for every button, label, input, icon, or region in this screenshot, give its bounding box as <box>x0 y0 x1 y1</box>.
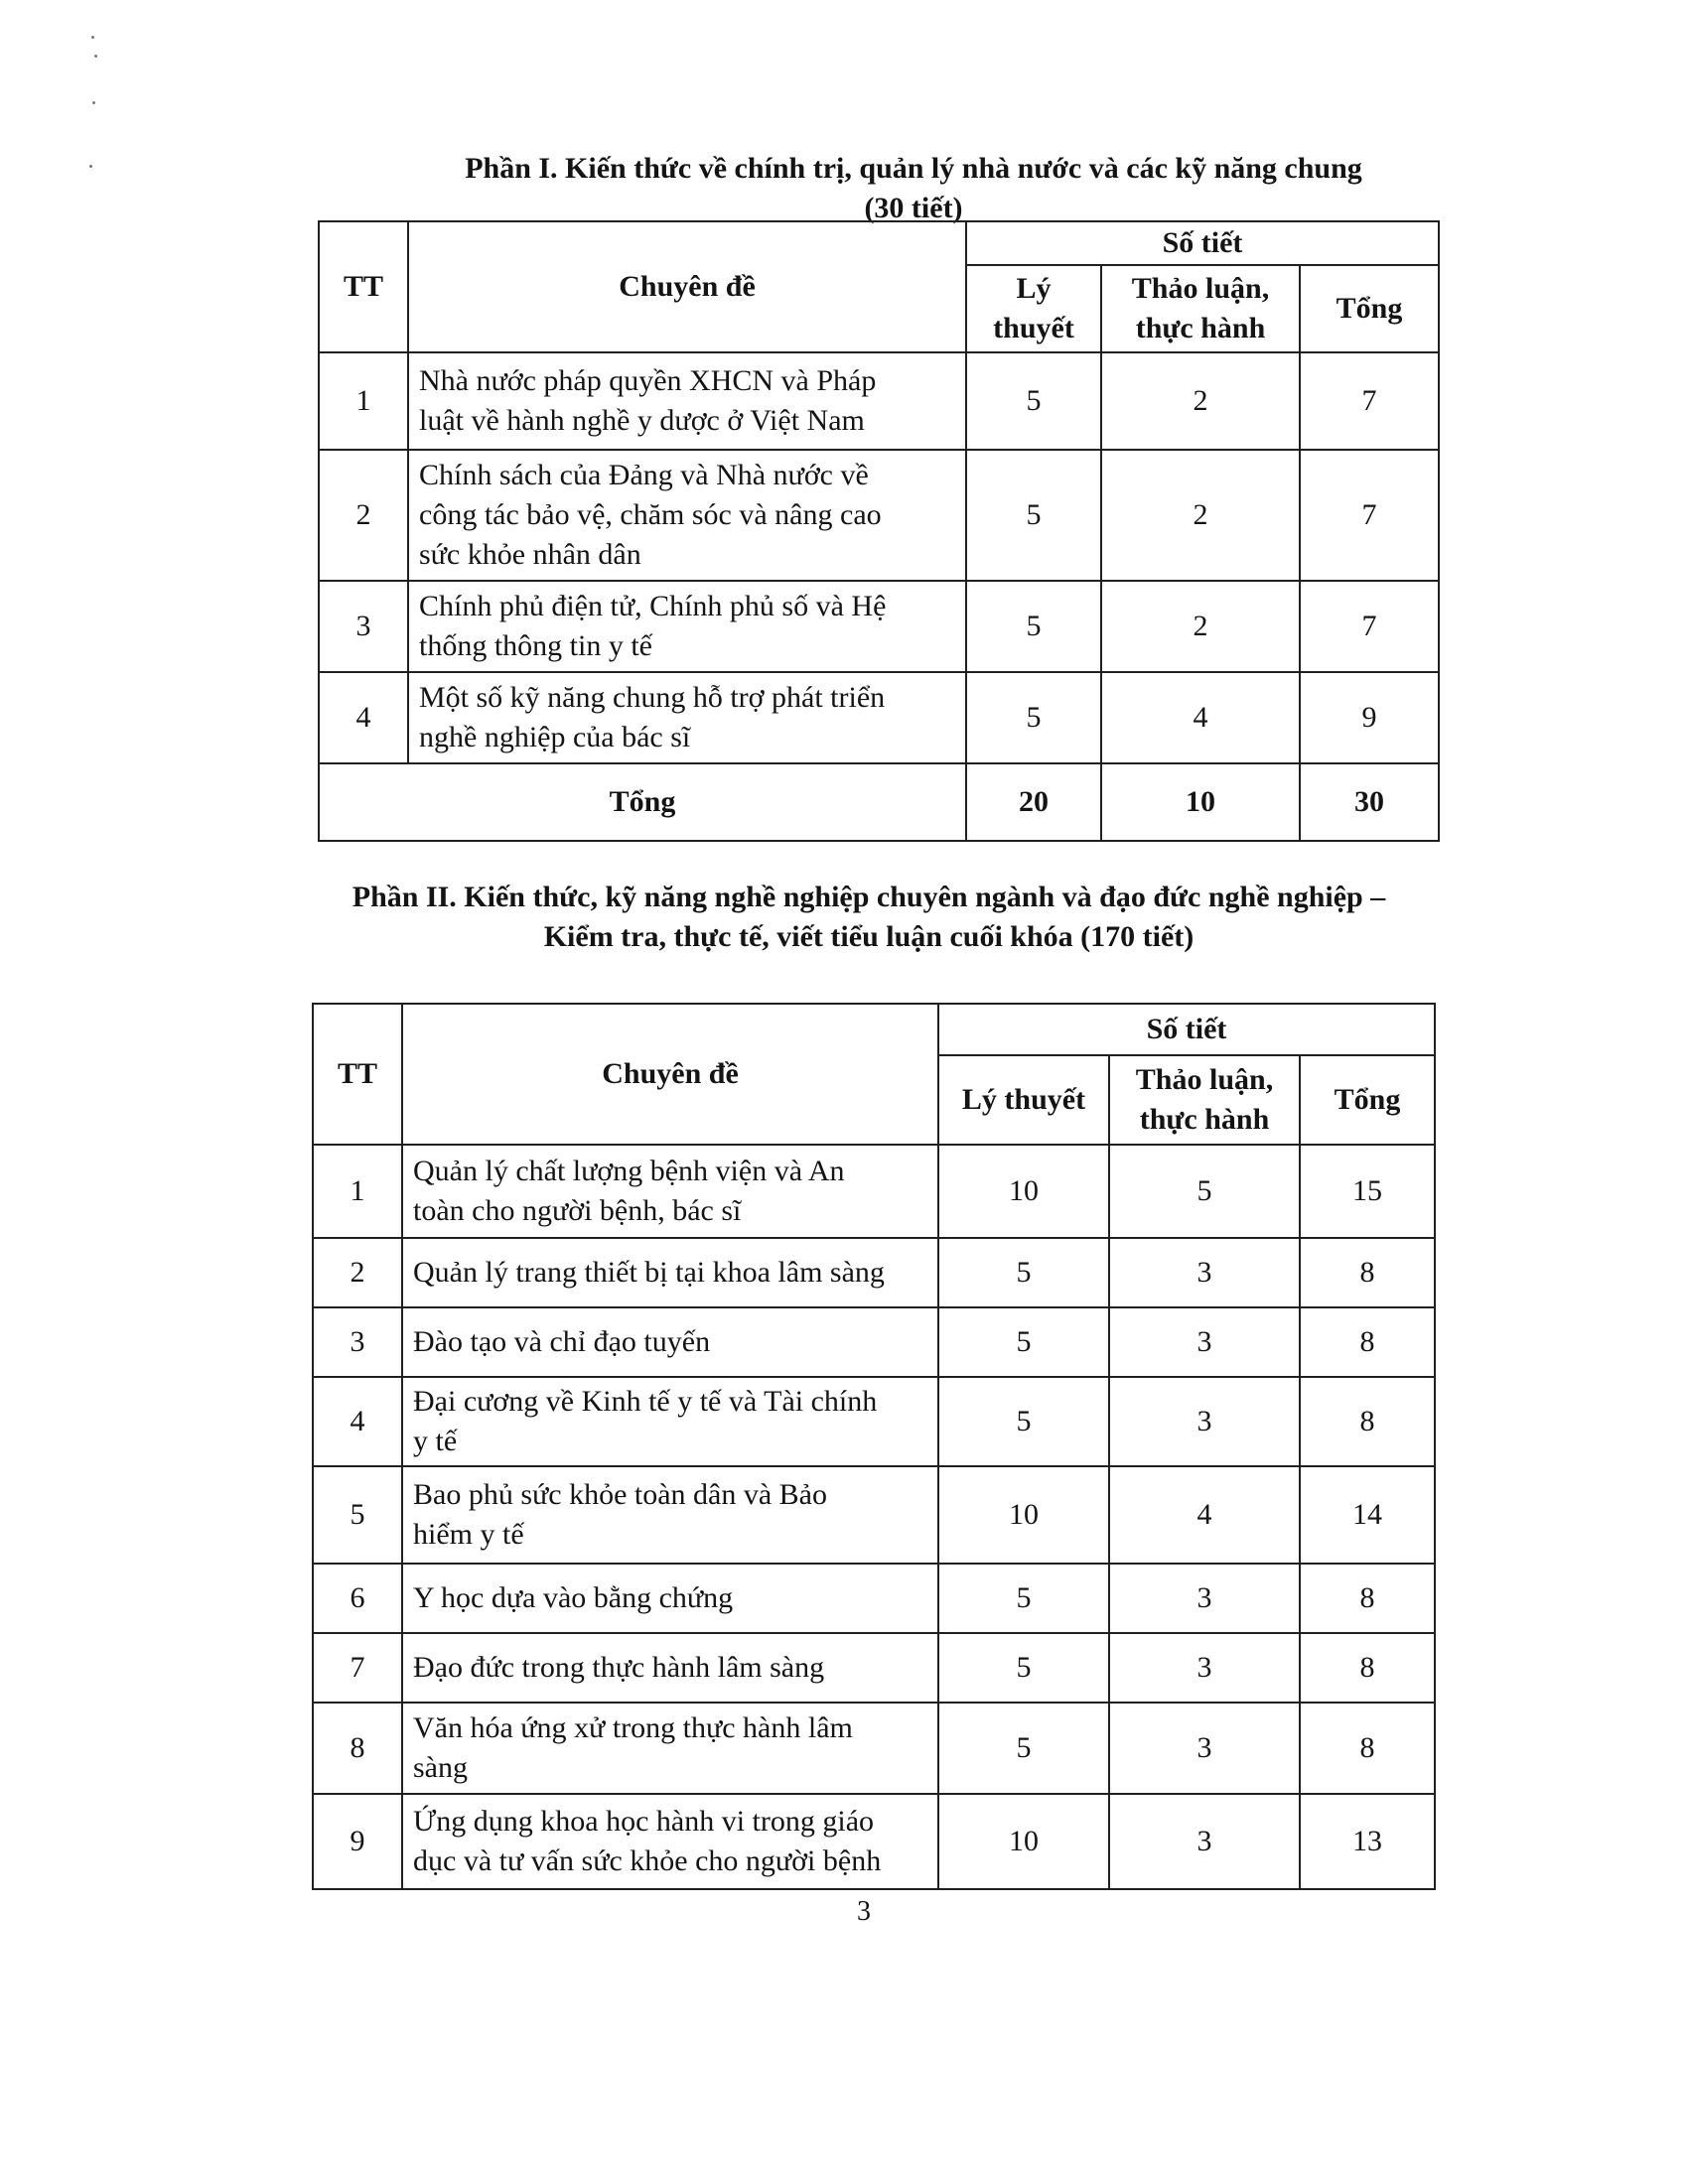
scan-speck <box>91 36 94 39</box>
table-header-row <box>313 1004 1435 1055</box>
row-total: 8 <box>1300 1564 1435 1633</box>
table-row <box>313 1466 1435 1564</box>
table-row <box>313 1564 1435 1633</box>
row-tt: 7 <box>313 1633 402 1703</box>
row-tt: 1 <box>319 352 408 450</box>
part2-heading <box>298 878 1440 957</box>
total-practice: 10 <box>1101 763 1300 841</box>
total-label: Tổng <box>319 763 966 841</box>
col-header-topic: Chuyên đề <box>408 221 966 352</box>
row-topic <box>408 581 966 672</box>
row-tt: 2 <box>319 450 408 581</box>
row-topic-line: toàn cho người bệnh, bác sĩ <box>413 1194 742 1227</box>
row-practice: 3 <box>1109 1703 1300 1794</box>
row-theory: 5 <box>938 1377 1109 1466</box>
row-theory: 5 <box>938 1564 1109 1633</box>
row-practice: 4 <box>1109 1466 1300 1564</box>
col-header-practice-line1: Thảo luận, <box>1131 272 1270 305</box>
col-header-practice <box>1109 1055 1300 1145</box>
table-row <box>319 581 1439 672</box>
part2-title-line2: Kiểm tra, thực tế, viết tiểu luận cuối khóa (170 tiết) <box>543 920 1195 953</box>
row-tt: 2 <box>313 1238 402 1307</box>
total-theory: 20 <box>966 763 1101 841</box>
part2-title-line1: Phần II. Kiến thức, kỹ năng nghề nghiệp chuyên ngành và đạo đức nghề nghiệp – <box>352 881 1386 913</box>
row-total: 7 <box>1300 450 1439 581</box>
row-theory: 10 <box>938 1466 1109 1564</box>
row-tt: 8 <box>313 1703 402 1794</box>
part1-heading <box>318 149 1509 228</box>
table-row <box>313 1794 1435 1889</box>
row-total: 8 <box>1300 1703 1435 1794</box>
row-topic-line: Bao phủ sức khỏe toàn dân và Bảo <box>413 1478 827 1511</box>
row-topic-line: Chính sách của Đảng và Nhà nước về <box>419 459 869 491</box>
row-topic: Đạo đức trong thực hành lâm sàng <box>402 1633 938 1703</box>
row-practice: 5 <box>1109 1145 1300 1238</box>
row-practice: 2 <box>1101 450 1300 581</box>
row-topic <box>408 352 966 450</box>
row-theory: 5 <box>966 581 1101 672</box>
table-row <box>319 352 1439 450</box>
row-total: 14 <box>1300 1466 1435 1564</box>
row-total: 9 <box>1300 672 1439 763</box>
row-topic-line: công tác bảo vệ, chăm sóc và nâng cao <box>419 498 882 531</box>
row-tt: 4 <box>319 672 408 763</box>
row-topic-line: Một số kỹ năng chung hỗ trợ phát triển <box>419 681 886 714</box>
row-practice: 2 <box>1101 352 1300 450</box>
row-topic-line: nghề nghiệp của bác sĩ <box>419 721 691 753</box>
col-header-theory <box>966 265 1101 352</box>
col-header-theory-line1: Lý <box>1016 272 1052 305</box>
row-topic-line: thống thông tin y tế <box>419 629 652 662</box>
row-topic-line: hiểm y tế <box>413 1518 524 1551</box>
scan-speck <box>92 101 95 104</box>
total-total: 30 <box>1300 763 1439 841</box>
row-topic-line: dục và tư vấn sức khỏe cho người bệnh <box>413 1844 882 1877</box>
row-topic-line: y tế <box>413 1425 458 1457</box>
row-tt: 5 <box>313 1466 402 1564</box>
row-topic-line: Nhà nước pháp quyền XHCN và Pháp <box>419 364 877 397</box>
row-practice: 4 <box>1101 672 1300 763</box>
row-practice: 3 <box>1109 1238 1300 1307</box>
row-theory: 5 <box>966 450 1101 581</box>
row-total: 8 <box>1300 1633 1435 1703</box>
table-row <box>319 450 1439 581</box>
row-tt: 4 <box>313 1377 402 1466</box>
row-tt: 3 <box>313 1307 402 1377</box>
row-topic-line: sàng <box>413 1751 468 1784</box>
row-topic <box>402 1466 938 1564</box>
col-header-tt: TT <box>313 1004 402 1145</box>
col-header-practice-line1: Thảo luận, <box>1135 1063 1274 1096</box>
row-theory: 5 <box>938 1703 1109 1794</box>
table-row <box>313 1238 1435 1307</box>
scan-speck <box>89 165 92 168</box>
row-topic: Đào tạo và chỉ đạo tuyến <box>402 1307 938 1377</box>
row-total: 7 <box>1300 581 1439 672</box>
row-theory: 5 <box>966 672 1101 763</box>
table-total-row <box>319 763 1439 841</box>
row-topic: Y học dựa vào bằng chứng <box>402 1564 938 1633</box>
row-topic-line: sức khỏe nhân dân <box>419 538 641 571</box>
row-total: 7 <box>1300 352 1439 450</box>
row-total: 15 <box>1300 1145 1435 1238</box>
row-topic-line: Chính phủ điện tử, Chính phủ số và Hệ <box>419 590 887 622</box>
part2-table <box>312 1003 1436 1890</box>
row-topic <box>402 1377 938 1466</box>
row-topic <box>402 1703 938 1794</box>
table-row <box>313 1703 1435 1794</box>
row-total: 8 <box>1300 1238 1435 1307</box>
scan-speck <box>94 55 97 58</box>
row-topic <box>408 672 966 763</box>
row-theory: 5 <box>938 1238 1109 1307</box>
row-topic: Quản lý trang thiết bị tại khoa lâm sàng <box>402 1238 938 1307</box>
col-header-theory-line2: thuyết <box>993 312 1074 344</box>
col-header-practice-line2: thực hành <box>1139 1103 1270 1136</box>
row-theory: 5 <box>966 352 1101 450</box>
row-practice: 3 <box>1109 1307 1300 1377</box>
page-number: 3 <box>857 1896 871 1927</box>
row-practice: 3 <box>1109 1564 1300 1633</box>
row-total: 8 <box>1300 1377 1435 1466</box>
col-header-topic: Chuyên đề <box>402 1004 938 1145</box>
row-topic-line: Đại cương về Kinh tế y tế và Tài chính <box>413 1385 878 1418</box>
table-row <box>313 1633 1435 1703</box>
row-practice: 3 <box>1109 1794 1300 1889</box>
col-header-periods: Số tiết <box>938 1004 1435 1055</box>
row-total: 8 <box>1300 1307 1435 1377</box>
col-header-theory: Lý thuyết <box>938 1055 1109 1145</box>
row-topic <box>402 1794 938 1889</box>
part1-title-line1: Phần I. Kiến thức về chính trị, quản lý nhà nước và các kỹ năng chung <box>465 152 1362 185</box>
table-row <box>313 1145 1435 1238</box>
row-total: 13 <box>1300 1794 1435 1889</box>
row-topic <box>408 450 966 581</box>
row-topic-line: luật về hành nghề y dược ở Việt Nam <box>419 404 865 437</box>
row-theory: 5 <box>938 1633 1109 1703</box>
row-tt: 6 <box>313 1564 402 1633</box>
row-topic-line: Ứng dụng khoa học hành vi trong giáo <box>413 1805 875 1838</box>
col-header-total: Tổng <box>1300 265 1439 352</box>
row-tt: 3 <box>319 581 408 672</box>
row-tt: 1 <box>313 1145 402 1238</box>
part1-table <box>318 220 1440 842</box>
table-row <box>313 1307 1435 1377</box>
row-topic-line: Quản lý chất lượng bệnh viện và An <box>413 1155 845 1187</box>
part1-title-line2: (30 tiết) <box>864 192 963 224</box>
col-header-total: Tổng <box>1300 1055 1435 1145</box>
table-header-row <box>319 221 1439 265</box>
row-practice: 3 <box>1109 1633 1300 1703</box>
col-header-practice-line2: thực hành <box>1135 312 1266 344</box>
row-topic-line: Văn hóa ứng xử trong thực hành lâm <box>413 1711 853 1744</box>
row-practice: 2 <box>1101 581 1300 672</box>
col-header-practice <box>1101 265 1300 352</box>
row-theory: 10 <box>938 1794 1109 1889</box>
col-header-tt: TT <box>319 221 408 352</box>
row-topic <box>402 1145 938 1238</box>
table-row <box>319 672 1439 763</box>
row-tt: 9 <box>313 1794 402 1889</box>
table-row <box>313 1377 1435 1466</box>
row-practice: 3 <box>1109 1377 1300 1466</box>
col-header-periods: Số tiết <box>966 221 1439 265</box>
row-theory: 10 <box>938 1145 1109 1238</box>
row-theory: 5 <box>938 1307 1109 1377</box>
